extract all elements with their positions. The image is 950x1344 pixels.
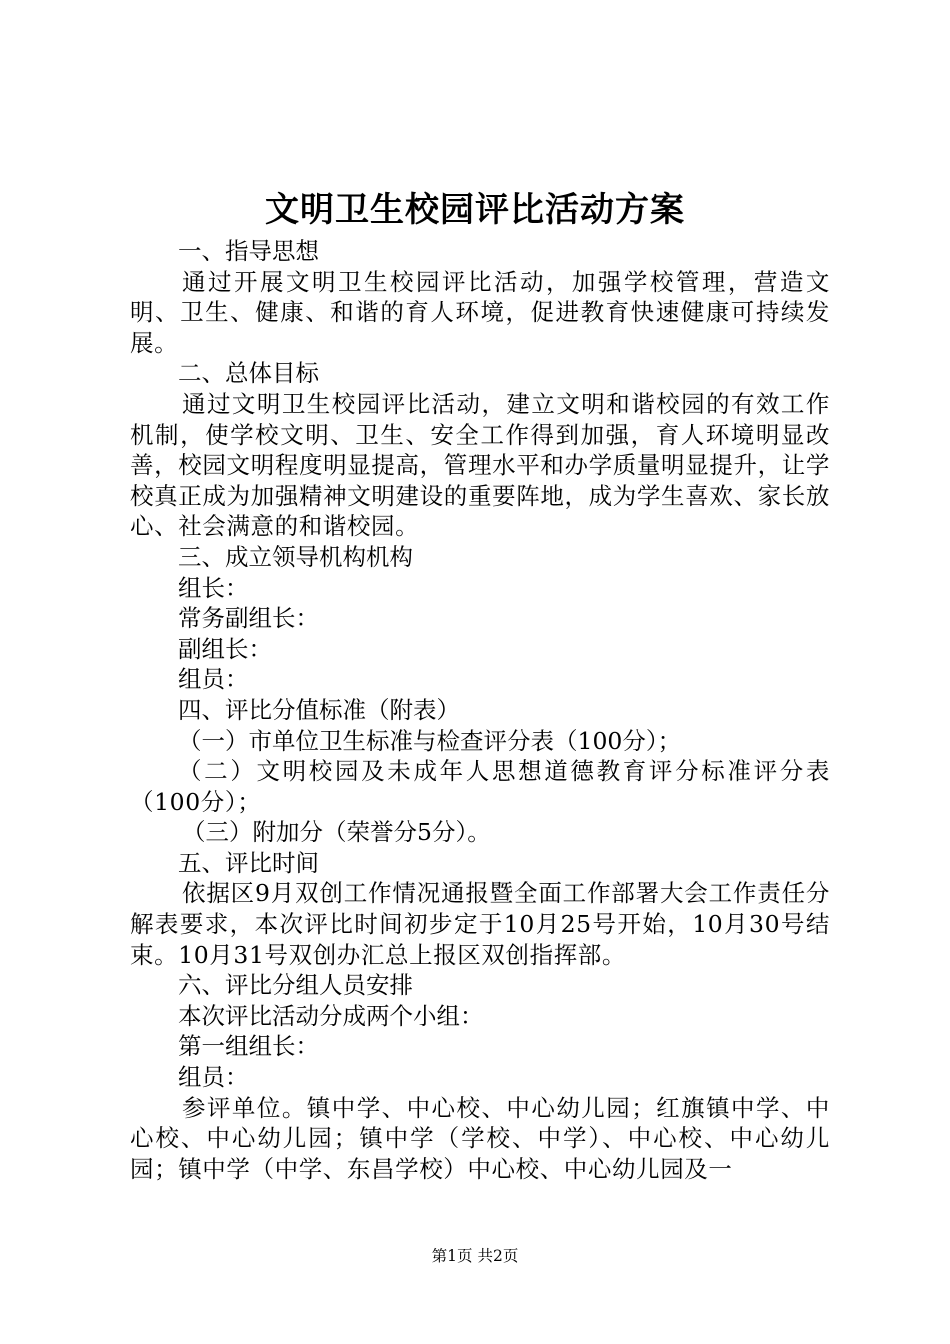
page-footer: 第1页 共2页 <box>431 1247 519 1265</box>
standard-item-1: （一）市单位卫生标准与检查评分表（100分）； <box>178 726 682 755</box>
line-deputy-leader: 副组长： <box>178 634 272 663</box>
line-members: 组员： <box>178 665 249 694</box>
standard-item-3: （三）附加分（荣誉分5分）。 <box>182 818 491 847</box>
line-first-group-leader: 第一组组长： <box>178 1032 319 1061</box>
line-two-groups: 本次评比活动分成两个小组： <box>178 1001 484 1030</box>
paragraph-guiding-idea: 通过开展文明卫生校园评比活动，加强学校管理，营造文明、卫生、健康、和谐的育人环境，促进教育快速健康可持续发展。 <box>130 267 830 357</box>
section-heading-6: 六、评比分组人员安排 <box>178 971 413 1000</box>
paragraph-participating-units: 参评单位。镇中学、中心校、中心幼儿园；红旗镇中学、中心校、中心幼儿园；镇中学（学校、中学）、中心校、中心幼儿园；镇中学（中学、东昌学校）中心校、中心幼儿园及一 <box>130 1093 830 1183</box>
standard-item-2: （二）文明校园及未成年人思想道德教育评分标准评分表（100分）； <box>130 757 830 816</box>
document-title: 文明卫生校园评比活动方案 <box>265 190 685 230</box>
line-executive-deputy-leader: 常务副组长： <box>178 604 319 633</box>
line-group-leader: 组长： <box>178 573 249 602</box>
line-first-group-members: 组员： <box>178 1063 249 1092</box>
paragraph-overall-goal: 通过文明卫生校园评比活动，建立文明和谐校园的有效工作机制，使学校文明、卫生、安全工作得到加强，育人环境明显改善，校园文明程度明显提高，管理水平和办学质量明显提升，让学校真正成为加强精神文明建设的重要阵地，成为学生喜欢、家长放心、社会满意的和谐校园。 <box>130 389 830 541</box>
document-body <box>130 236 830 1184</box>
section-heading-5: 五、评比时间 <box>178 848 319 877</box>
section-heading-3: 三、成立领导机构机构 <box>178 542 413 571</box>
section-heading-4: 四、评比分值标准（附表） <box>178 695 460 724</box>
section-heading-2: 二、总体目标 <box>178 359 319 388</box>
paragraph-evaluation-time: 依据区9月双创工作情况通报暨全面工作部署大会工作责任分解表要求，本次评比时间初步定于10月25号开始，10月30号结束。10月31号双创办汇总上报区双创指挥部。 <box>130 879 830 969</box>
section-heading-1: 一、指导思想 <box>178 237 319 265</box>
